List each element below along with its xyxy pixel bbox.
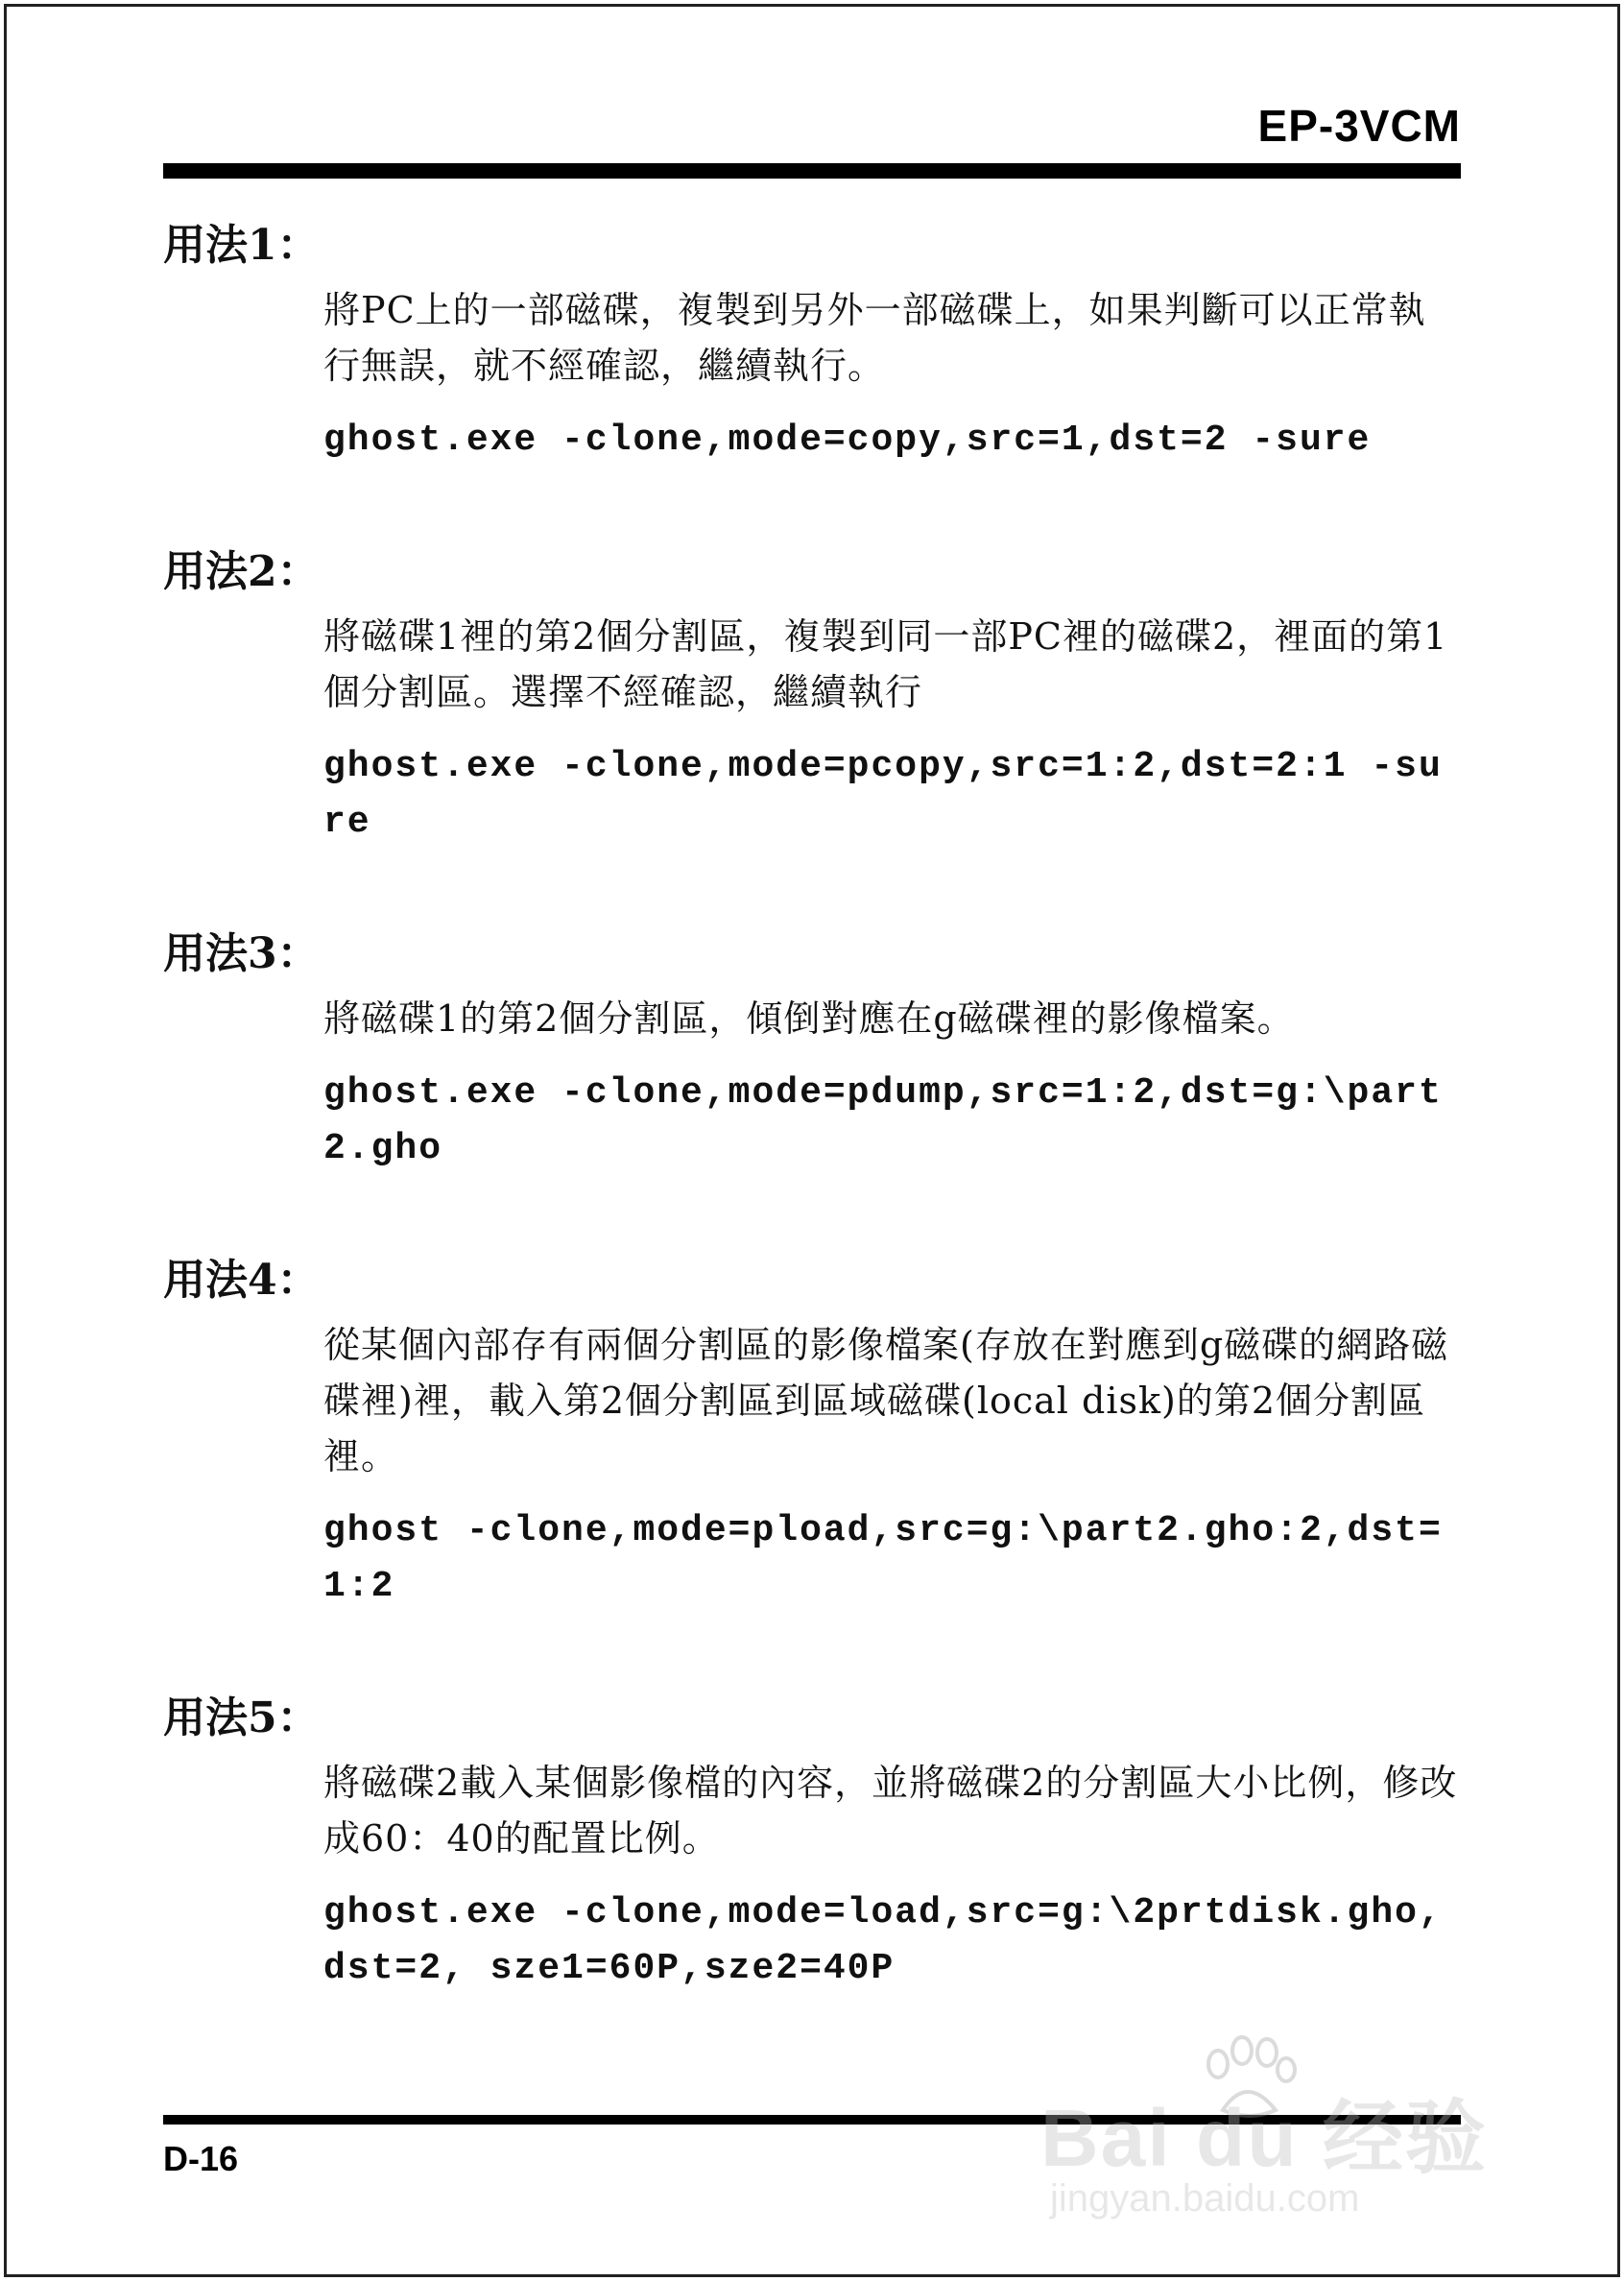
usage-command: ghost.exe -clone,mode=pcopy,src=1:2,dst=2:1 -sure [323, 746, 1443, 843]
usage-section-2 [163, 543, 1461, 851]
watermark-url: jingyan.baidu.com [1050, 2177, 1360, 2220]
usage-command: ghost.exe -clone,mode=copy,src=1,dst=2 -sure [323, 420, 1372, 461]
usage-heading: 用法3： [163, 929, 320, 978]
watermark-brand: Bai du 经验 [1040, 2093, 1489, 2183]
page-number: D-16 [163, 2139, 239, 2178]
usage-heading: 用法4： [163, 1256, 320, 1305]
usage-description: 將磁碟1裡的第2個分割區，複製到同一部PC裡的磁碟2，裡面的第1個分割區。選擇不經確認，繼續執行 [323, 615, 1448, 713]
usage-description: 將磁碟1的第2個分割區，傾倒對應在g磁碟裡的影像檔案。 [323, 997, 1295, 1040]
usage-section-5 [163, 1690, 1461, 1997]
header-rule [163, 163, 1461, 179]
usage-section-4 [163, 1252, 1461, 1615]
usage-command: ghost -clone,mode=pload,src=g:\part2.gho:2,dst=1:2 [323, 1510, 1443, 1607]
document-body [163, 217, 1461, 2072]
baidu-watermark [1040, 2035, 1520, 2227]
usage-description: 將磁碟2載入某個影像檔的內容，並將磁碟2的分割區大小比例，修改成60：40的配置比例。 [323, 1762, 1458, 1860]
usage-section-1 [163, 217, 1461, 468]
usage-command: ghost.exe -clone,mode=load,src=g:\2prtdisk.gho,dst=2, sze1=60P,sze2=40P [323, 1892, 1443, 1989]
page-header-title: EP-3VCM [1257, 101, 1461, 151]
usage-description: 從某個內部存有兩個分割區的影像檔案(存放在對應到g磁碟的網路磁碟裡)裡，載入第2個分割區到區域磁碟(local disk)的第2個分割區裡。 [323, 1324, 1449, 1477]
usage-heading: 用法5： [163, 1693, 320, 1742]
usage-heading: 用法1： [163, 221, 320, 270]
usage-section-3 [163, 925, 1461, 1177]
usage-command: ghost.exe -clone,mode=pdump,src=1:2,dst=g:\part2.gho [323, 1072, 1443, 1169]
usage-description: 將PC上的一部磁碟，複製到另外一部磁碟上，如果判斷可以正常執行無誤，就不經確認，繼續執行。 [323, 289, 1426, 387]
usage-heading: 用法2： [163, 547, 320, 596]
